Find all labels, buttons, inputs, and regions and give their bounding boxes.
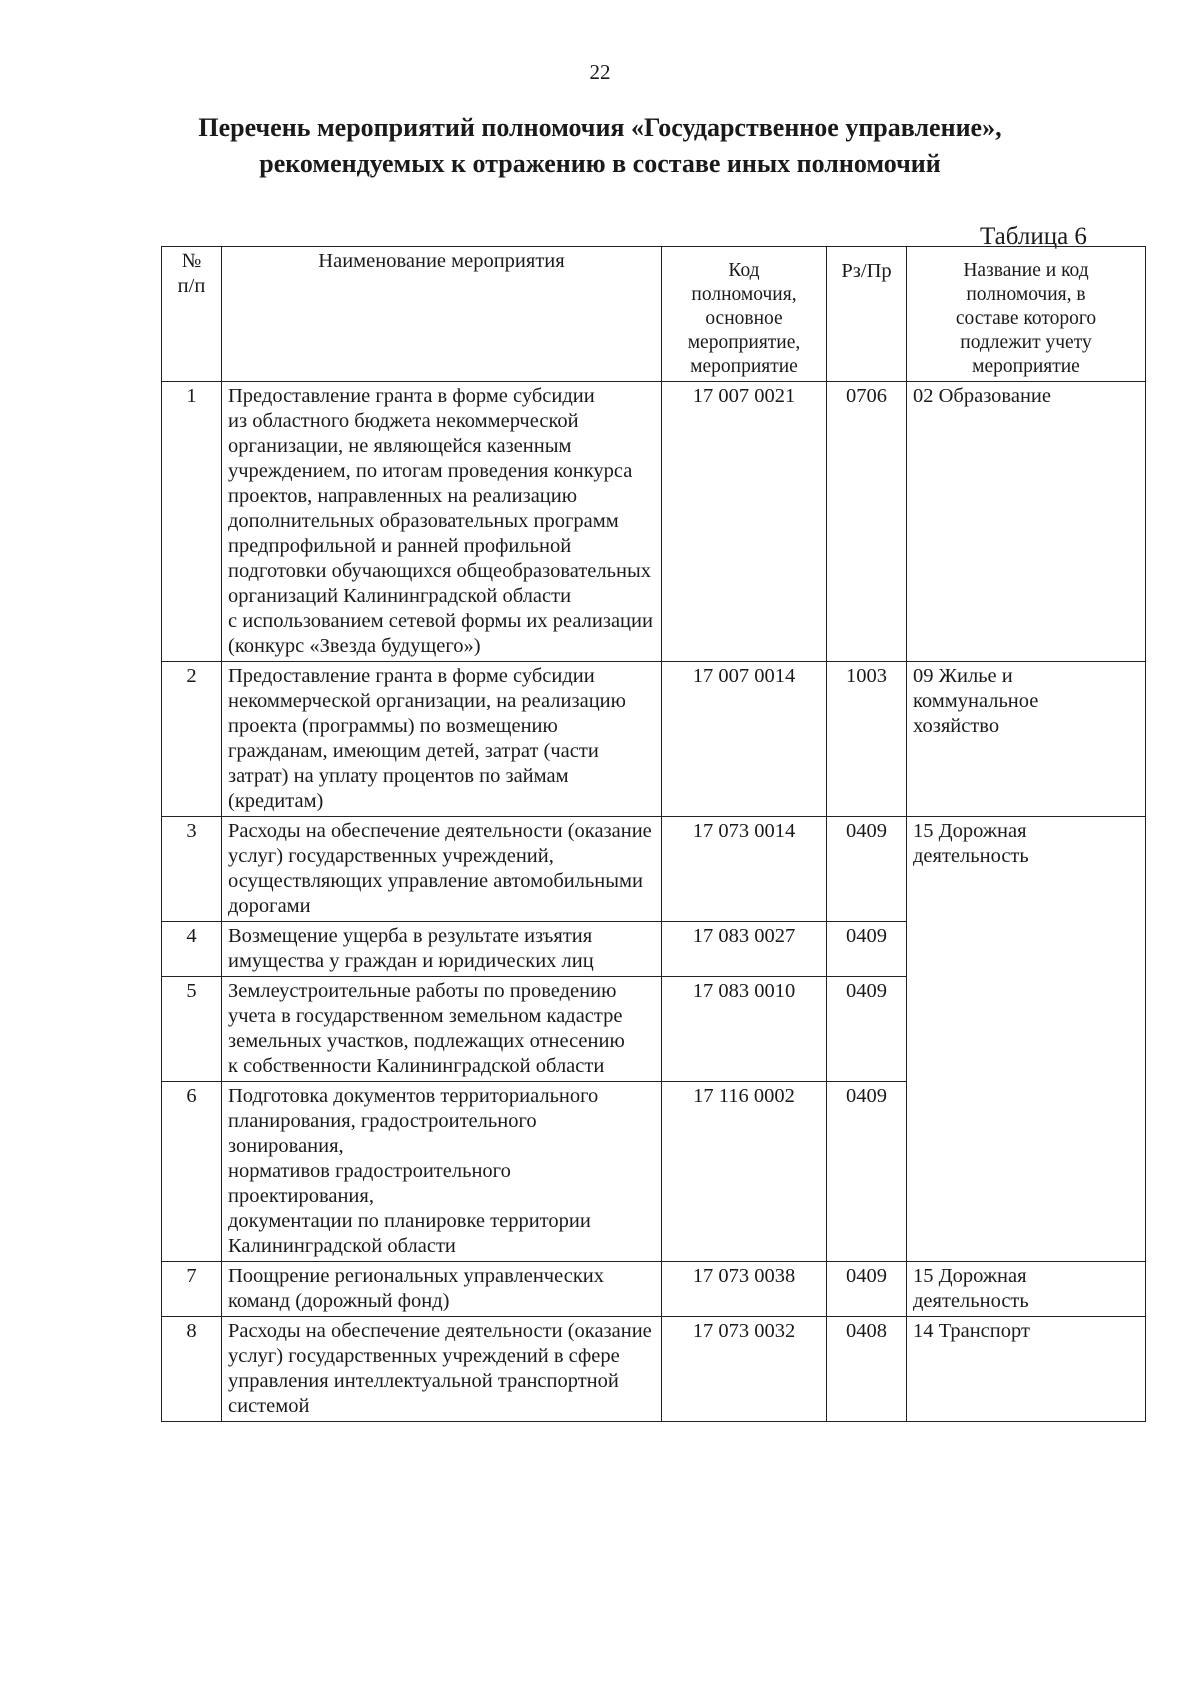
table-row <box>162 1262 1146 1317</box>
row-num: 1 <box>162 382 222 662</box>
row-code: 17 073 0038 <box>662 1262 827 1317</box>
row-num: 2 <box>162 662 222 817</box>
row-name: Поощрение региональных управленческих команд (дорожный фонд) <box>222 1262 662 1317</box>
row-rzpr: 0409 <box>827 1082 907 1262</box>
header-name: Наименование мероприятия <box>222 247 662 382</box>
row-rzpr: 0409 <box>827 1262 907 1317</box>
table-caption: Таблица 6 <box>980 223 1087 250</box>
row-num: 3 <box>162 817 222 922</box>
row-authority: 09 Жилье и коммунальное хозяйство <box>907 662 1146 817</box>
header-code: Код полномочия, основное мероприятие, мероприятие <box>662 247 827 382</box>
row-num: 8 <box>162 1317 222 1422</box>
row-num: 7 <box>162 1262 222 1317</box>
row-num: 4 <box>162 922 222 977</box>
table-row <box>162 662 1146 817</box>
table-row <box>162 1317 1146 1422</box>
row-num: 6 <box>162 1082 222 1262</box>
row-code: 17 007 0021 <box>662 382 827 662</box>
row-code: 17 083 0010 <box>662 977 827 1082</box>
table-row <box>162 382 1146 662</box>
header-rzpr: Рз/Пр <box>827 247 907 382</box>
row-rzpr: 0409 <box>827 922 907 977</box>
row-code: 17 083 0027 <box>662 922 827 977</box>
row-name: Подготовка документов территориального планирования, градостроительного зонирования, нормативов градостроительного проектирования, документации по планировке территории Калининградской области <box>222 1082 662 1262</box>
row-name: Предоставление гранта в форме субсидии из областного бюджета некоммерческой организации, не являющейся казенным учреждением, по итогам проведения конкурса проектов, направленных на реализацию дополнительных образовательных программ предпрофильной и ранней профильной подготовки обучающихся общеобразовательных организаций Калининградской области с использованием сетевой формы их реализации (конкурс «Звезда будущего») <box>222 382 662 662</box>
row-code: 17 007 0014 <box>662 662 827 817</box>
table-row <box>162 817 1146 922</box>
title-line-1: Перечень мероприятий полномочия «Государственное управление», <box>198 113 1002 142</box>
row-rzpr: 1003 <box>827 662 907 817</box>
row-rzpr: 0409 <box>827 977 907 1082</box>
row-code: 17 073 0014 <box>662 817 827 922</box>
title-line-2: рекомендуемых к отражению в составе иных полномочий <box>259 149 941 178</box>
row-name: Возмещение ущерба в результате изъятия имущества у граждан и юридических лиц <box>222 922 662 977</box>
document-title <box>150 110 1050 182</box>
row-rzpr: 0408 <box>827 1317 907 1422</box>
activities-table <box>161 246 1146 1422</box>
table-header-row <box>162 247 1146 382</box>
row-rzpr: 0409 <box>827 817 907 922</box>
row-code: 17 073 0032 <box>662 1317 827 1422</box>
row-authority: 02 Образование <box>907 382 1146 662</box>
row-rzpr: 0706 <box>827 382 907 662</box>
row-name: Расходы на обеспечение деятельности (оказание услуг) государственных учреждений в сфере управления интеллектуальной транспортной системой <box>222 1317 662 1422</box>
row-authority: 15 Дорожная деятельность <box>907 817 1146 1262</box>
page-number: 22 <box>589 60 611 84</box>
row-name: Предоставление гранта в форме субсидии некоммерческой организации, на реализацию проекта (программы) по возмещению гражданам, имеющим детей, затрат (части затрат) на уплату процентов по займам (кредитам) <box>222 662 662 817</box>
row-authority: 14 Транспорт <box>907 1317 1146 1422</box>
row-num: 5 <box>162 977 222 1082</box>
header-authority: Название и код полномочия, в составе которого подлежит учету мероприятие <box>907 247 1146 382</box>
header-num: № п/п <box>162 247 222 382</box>
row-authority: 15 Дорожная деятельность <box>907 1262 1146 1317</box>
row-code: 17 116 0002 <box>662 1082 827 1262</box>
row-name: Расходы на обеспечение деятельности (оказание услуг) государственных учреждений, осуществляющих управление автомобильными дорогами <box>222 817 662 922</box>
row-name: Землеустроительные работы по проведению учета в государственном земельном кадастре земельных участков, подлежащих отнесению к собственности Калининградской области <box>222 977 662 1082</box>
